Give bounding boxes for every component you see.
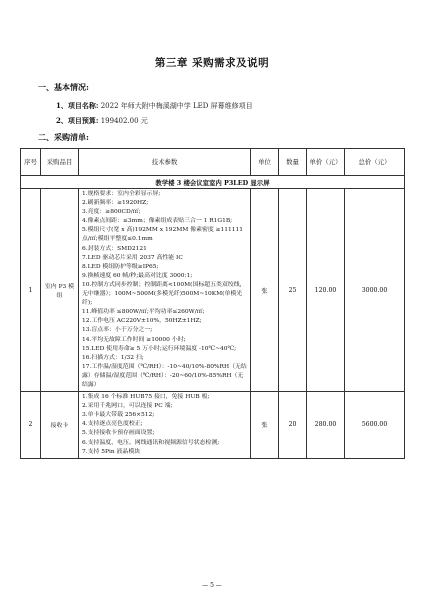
header-qty: 数量 [279,149,307,176]
param-line: 1.规格要求：室内全彩显示屏; [82,191,161,197]
param-line: 13.盲点率：小于万分之一; [82,327,153,334]
header-unit: 单位 [251,149,279,176]
table-row [21,392,405,459]
row-params [79,189,251,392]
chapter-title: 第三章 采购需求及说明 [154,57,270,69]
param-line: 4.像素点间距：≤3mm；像素组成表贴三合一 1 R1G1B; [82,218,233,225]
param-line: 3.单卡最大带载 256×512; [82,412,155,419]
param-line: 11.峰值功率 ≤800W/㎡;平均功率≤260W/㎡; [82,309,205,316]
param-line: 4.支持逐点亮色度校正; [82,421,143,428]
param-line: 8.LED 模组防护等级≥IP65; [82,263,159,270]
group-title: 教学楼 3 楼会议室室内 P3LED 显示屏 [21,176,405,189]
param-line: 1.集成 16 个标准 HUB75 接口，免接 HUB 板; [82,394,210,401]
header-params: 技术参数 [79,149,251,176]
param-line: 16.扫描方式：1/32 扫; [82,354,144,361]
row-price: 120.00 [307,189,345,392]
param-line: 3.亮度：≥800CD/㎡; [82,209,141,216]
row-qty: 25 [279,189,307,392]
project-name-value: 2022 年师大附中梅溪湖中学 LED 屏幕维修项目 [100,102,253,110]
row-total: 3000.00 [345,189,405,392]
section-basic-info: 一、基本情况: [38,82,89,92]
section-procurement-list: 二、采购清单: [38,132,89,142]
param-line: 17.工作温/湿度范围（℃/RH）：-10~40/10%-80%RH（无结露）存储温/湿度范围（℃/RH）：-20~60/10%-85%RH（无结露） [82,363,247,388]
row-seq: 1 [21,189,41,392]
row-seq: 2 [21,392,41,459]
param-line: 14.平均无故障工作时间 ≥10000 小时; [82,336,186,343]
header-item: 采购品目 [41,149,79,176]
row-total: 5600.00 [345,392,405,459]
table-row [21,189,405,392]
row-item: 室内 P3 模组 [41,189,79,392]
procurement-table [20,148,405,459]
header-seq: 序号 [21,149,41,176]
param-line: 6.封装方式：SMD2121 [82,245,147,252]
page-number: — 5 — [202,582,222,589]
param-line: 2.采用千兆网口，可以连接 PC 端; [82,403,173,410]
param-line: 9.换帧速度 60 帧/秒;最高对比度 3000:1; [82,272,193,279]
param-line: 5.模组尺寸(宽 x 高)192MM x 192MM 像素密度 ≥111111 点/㎡;模组平整度≤0.1mm [82,227,244,243]
group-row [21,176,405,189]
project-budget-label: 2、项目预算: [56,116,99,125]
row-item: 接收卡 [41,392,79,459]
param-line: 5.支持接收卡预存画面设置; [82,430,155,437]
param-line: 15.LED 使用寿命≥ 5 万小时;运行环境温度 -10℃~40℃; [82,345,237,352]
header-price: 单价（元） [307,149,345,176]
project-budget-value: 199402.00 元 [100,117,148,125]
param-line: 10.控制方式同步控制；控制距离<100M(国标超五类双绞线，无中继器）；100M~500M(多模光纤)500M~10KM(单模光纤); [82,281,246,307]
row-unit: 张 [251,392,279,459]
header-total: 总价（元） [345,149,405,176]
row-unit: 张 [251,189,279,392]
param-line: 2.刷新频率：≥1920HZ; [82,200,149,207]
project-name-label: 1、项目名称: [56,101,99,110]
param-line: 7.LED 驱动芯片采用 2037 高性能 IC [82,254,183,261]
row-qty: 20 [279,392,307,459]
row-params [79,392,251,459]
param-line: 7.支持 5Pin 液晶模块 [82,448,141,455]
table-header-row [21,149,405,176]
param-line: 12.工作电压 AC220V±10%，50HZ±1HZ; [82,318,202,325]
param-line: 6.支持温度、电压、网线通讯和视频源信号状态检测; [82,439,220,446]
row-price: 280.00 [307,392,345,459]
project-budget-line [56,116,148,126]
project-name-line [56,101,253,111]
